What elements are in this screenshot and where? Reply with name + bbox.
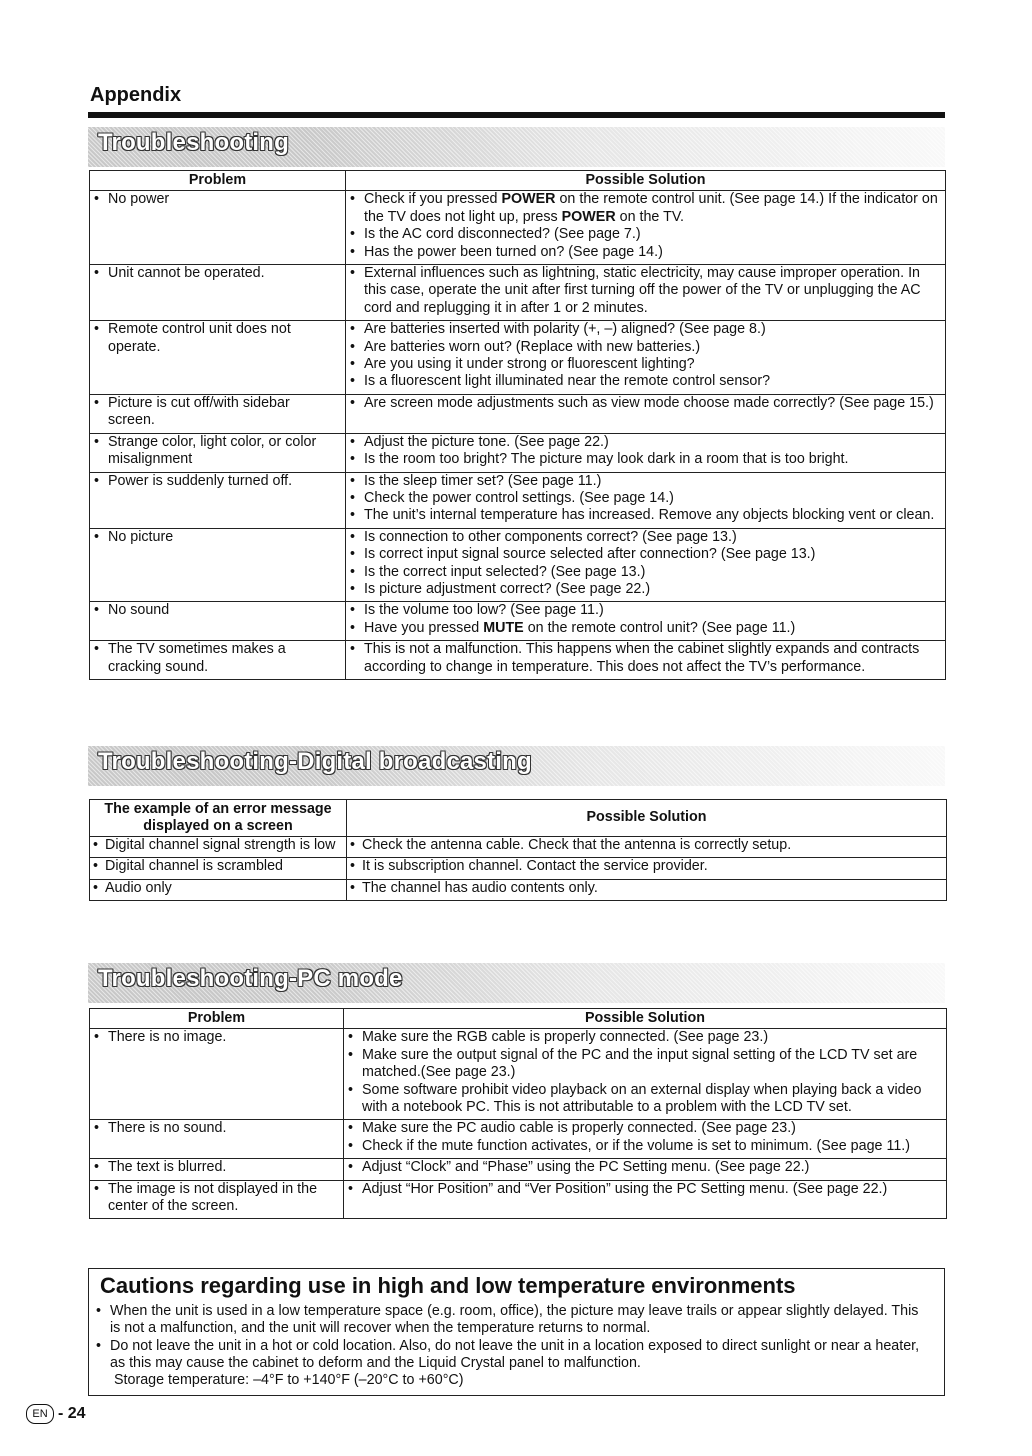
digital-title: Troubleshooting-Digital broadcasting [98, 748, 532, 775]
solution-item: • Is the room too bright? The picture may look dark in a room that is too bright. [346, 451, 945, 468]
table-row [90, 602, 946, 641]
section-label: Appendix [90, 84, 182, 106]
solution-item: • Make sure the RGB cable is properly connected. (See page 23.) [344, 1029, 946, 1046]
table-row [90, 1180, 947, 1219]
problem-list [90, 641, 345, 676]
solution-item: • Is a fluorescent light illuminated near the remote control sensor? [346, 373, 945, 390]
solution-list [344, 1159, 946, 1176]
solution-item: • Is picture adjustment correct? (See page 22.) [346, 581, 945, 598]
problem-text: • Digital channel signal strength is low [90, 837, 346, 854]
caution-item: • Do not leave the unit in a hot or cold location. Also, do not leave the unit in a location exposed to direct sunlight or near a heater, as this may cause the cabinet to deform and the Liquid Crystal panel to malfunction. [92, 1338, 937, 1373]
solution-cell [346, 394, 946, 433]
problem-cell [90, 472, 346, 528]
caution-item: • When the unit is used in a low temperature space (e.g. room, office), the picture may leave trails or appear slightly delayed. This is not a malfunction, and the unit will recover when the temperature returns to normal. [92, 1303, 937, 1338]
problem-cell [90, 879, 347, 900]
storage-temperature-note: Storage temperature: –4°F to +140°F (–20°C to +60°C) [114, 1372, 464, 1389]
problem-cell [90, 191, 346, 265]
solution-list [346, 473, 945, 525]
problem-list [90, 1029, 343, 1046]
solution-list [347, 880, 946, 897]
problem-cell [90, 433, 346, 472]
problem-list [90, 321, 345, 356]
solution-item: • Is connection to other components correct? (See page 13.) [346, 529, 945, 546]
problem-text: • No picture [90, 529, 345, 546]
language-badge: EN [26, 1404, 54, 1424]
solution-column-header: Possible Solution [347, 800, 947, 837]
problem-cell [90, 858, 347, 879]
problem-cell [90, 265, 346, 321]
solution-item: • Adjust the picture tone. (See page 22.) [346, 434, 945, 451]
table-row [90, 1159, 947, 1180]
solution-cell [344, 1180, 947, 1219]
solution-cell [346, 602, 946, 641]
solution-column-header: Possible Solution [344, 1009, 947, 1029]
solution-item: • Are you using it under strong or fluorescent lighting? [346, 356, 945, 373]
problem-text: • The TV sometimes makes a cracking sound. [90, 641, 345, 676]
problem-text: • Audio only [90, 880, 346, 897]
table-row [90, 528, 946, 602]
solution-item: • Check if the mute function activates, or if the volume is set to minimum. (See page 11.) [344, 1138, 946, 1155]
solution-item: • This is not a malfunction. This happens when the cabinet slightly expands and contracts according to change in temperature. This does not affect the TV’s performance. [346, 641, 945, 676]
problem-column-header: Problem [90, 171, 346, 191]
solution-item: • Make sure the output signal of the PC and the input signal setting of the LCD TV set are matched.(See page 23.) [344, 1047, 946, 1082]
table-row [90, 265, 946, 321]
problem-cell [90, 1159, 344, 1180]
problem-list [90, 395, 345, 430]
problem-list [90, 837, 346, 854]
problem-cell [90, 837, 347, 858]
solution-item: • Check the antenna cable. Check that the antenna is correctly setup. [347, 837, 946, 854]
table-row [90, 837, 947, 858]
solution-list [346, 529, 945, 599]
problem-text: • The text is blurred. [90, 1159, 343, 1176]
solution-cell [346, 433, 946, 472]
problem-column-header: Problem [90, 1009, 344, 1029]
problem-list [90, 1120, 343, 1137]
solution-column-header: Possible Solution [346, 171, 946, 191]
solution-item: • External influences such as lightning, static electricity, may cause improper operation. In this case, operate the unit after first turning off the power of the TV or unplugging the AC cord and replugging it in after 1 or 2 minutes. [346, 265, 945, 317]
solution-list [344, 1029, 946, 1116]
problem-cell [90, 1120, 344, 1159]
solution-cell [346, 528, 946, 602]
table-row [90, 191, 946, 265]
pc-title: Troubleshooting-PC mode [98, 965, 403, 992]
header-rule [88, 112, 945, 118]
problem-list [90, 858, 346, 875]
solution-item: • The unit’s internal temperature has increased. Remove any objects blocking vent or clean. [346, 507, 945, 524]
solution-list [346, 321, 945, 391]
solution-item: • Is the AC cord disconnected? (See page 7.) [346, 226, 945, 243]
problem-text: • Remote control unit does not operate. [90, 321, 345, 356]
solution-list [346, 395, 945, 412]
solution-cell [346, 641, 946, 680]
pc-table [89, 1008, 947, 1219]
solution-list [347, 858, 946, 875]
solution-cell [347, 837, 947, 858]
solution-list [347, 837, 946, 854]
solution-item: • Is correct input signal source selected after connection? (See page 13.) [346, 546, 945, 563]
solution-list [346, 265, 945, 317]
solution-list [346, 641, 945, 676]
solution-item: • Check if you pressed POWER on the remote control unit. (See page 14.) If the indicator on the TV does not light up, press POWER on the TV. [346, 191, 945, 226]
troubleshooting-title: Troubleshooting [98, 129, 289, 156]
caution-title: Cautions regarding use in high and low temperature environments [100, 1273, 796, 1298]
problem-text: • Digital channel is scrambled [90, 858, 346, 875]
problem-text: • There is no image. [90, 1029, 343, 1046]
solution-item: • It is subscription channel. Contact the service provider. [347, 858, 946, 875]
solution-cell [346, 472, 946, 528]
problem-text: • Strange color, light color, or color misalignment [90, 434, 345, 469]
page-number-text: - 24 [58, 1405, 86, 1422]
table-row [90, 433, 946, 472]
solution-item: • Has the power been turned on? (See page 14.) [346, 244, 945, 261]
solution-cell [344, 1120, 947, 1159]
solution-cell [347, 858, 947, 879]
solution-item: • Are screen mode adjustments such as view mode choose made correctly? (See page 15.) [346, 395, 945, 412]
caution-list [92, 1303, 937, 1389]
solution-item: • Is the volume too low? (See page 11.) [346, 602, 945, 619]
solution-item: • Make sure the PC audio cable is properly connected. (See page 23.) [344, 1120, 946, 1137]
problem-list [90, 1181, 343, 1216]
troubleshooting-table [89, 170, 946, 680]
problem-list [90, 880, 346, 897]
problem-text: • Power is suddenly turned off. [90, 473, 345, 490]
problem-list [90, 191, 345, 208]
problem-list [90, 473, 345, 490]
problem-cell [90, 602, 346, 641]
solution-cell [346, 191, 946, 265]
table-row [90, 1120, 947, 1159]
solution-item: • Some software prohibit video playback on an external display when playing back a video with a notebook PC. This is not attributable to a problem with the LCD TV set. [344, 1082, 946, 1117]
table-header-row [90, 800, 947, 837]
solution-cell [344, 1159, 947, 1180]
solution-list [344, 1120, 946, 1155]
table-row [90, 879, 947, 900]
problem-cell [90, 1180, 344, 1219]
solution-item: • Are batteries worn out? (Replace with new batteries.) [346, 339, 945, 356]
solution-cell [346, 321, 946, 395]
problem-cell [90, 641, 346, 680]
table-header-row [90, 1009, 947, 1029]
table-header-row [90, 171, 946, 191]
problem-text: • Unit cannot be operated. [90, 265, 345, 282]
solution-cell [344, 1029, 947, 1120]
problem-text: • The image is not displayed in the center of the screen. [90, 1181, 343, 1216]
table-row [90, 394, 946, 433]
solution-cell [346, 265, 946, 321]
problem-cell [90, 394, 346, 433]
solution-item: • Adjust “Hor Position” and “Ver Position” using the PC Setting menu. (See page 22.) [344, 1181, 946, 1198]
page-number [26, 1404, 86, 1424]
solution-list [346, 434, 945, 469]
problem-list [90, 265, 345, 282]
problem-list [90, 1159, 343, 1176]
error-message-column-header: The example of an error message displayed on a screen [90, 800, 347, 837]
solution-list [346, 602, 945, 637]
solution-list [346, 191, 945, 261]
table-row [90, 858, 947, 879]
problem-text: • There is no sound. [90, 1120, 343, 1137]
table-row [90, 1029, 947, 1120]
problem-text: • No sound [90, 602, 345, 619]
solution-item: • Are batteries inserted with polarity (+, –) aligned? (See page 8.) [346, 321, 945, 338]
problem-list [90, 529, 345, 546]
solution-item: • Have you pressed MUTE on the remote control unit? (See page 11.) [346, 620, 945, 637]
solution-list [344, 1181, 946, 1198]
problem-text: • No power [90, 191, 345, 208]
solution-item: • Check the power control settings. (See page 14.) [346, 490, 945, 507]
solution-cell [347, 879, 947, 900]
problem-cell [90, 1029, 344, 1120]
solution-item: • Is the sleep timer set? (See page 11.) [346, 473, 945, 490]
problem-text: • Picture is cut off/with sidebar screen. [90, 395, 345, 430]
solution-item: • The channel has audio contents only. [347, 880, 946, 897]
digital-table [89, 799, 947, 901]
table-row [90, 641, 946, 680]
solution-item: • Is the correct input selected? (See page 13.) [346, 564, 945, 581]
table-row [90, 472, 946, 528]
solution-item: • Adjust “Clock” and “Phase” using the PC Setting menu. (See page 22.) [344, 1159, 946, 1176]
table-row [90, 321, 946, 395]
problem-list [90, 602, 345, 619]
problem-list [90, 434, 345, 469]
problem-cell [90, 528, 346, 602]
problem-cell [90, 321, 346, 395]
